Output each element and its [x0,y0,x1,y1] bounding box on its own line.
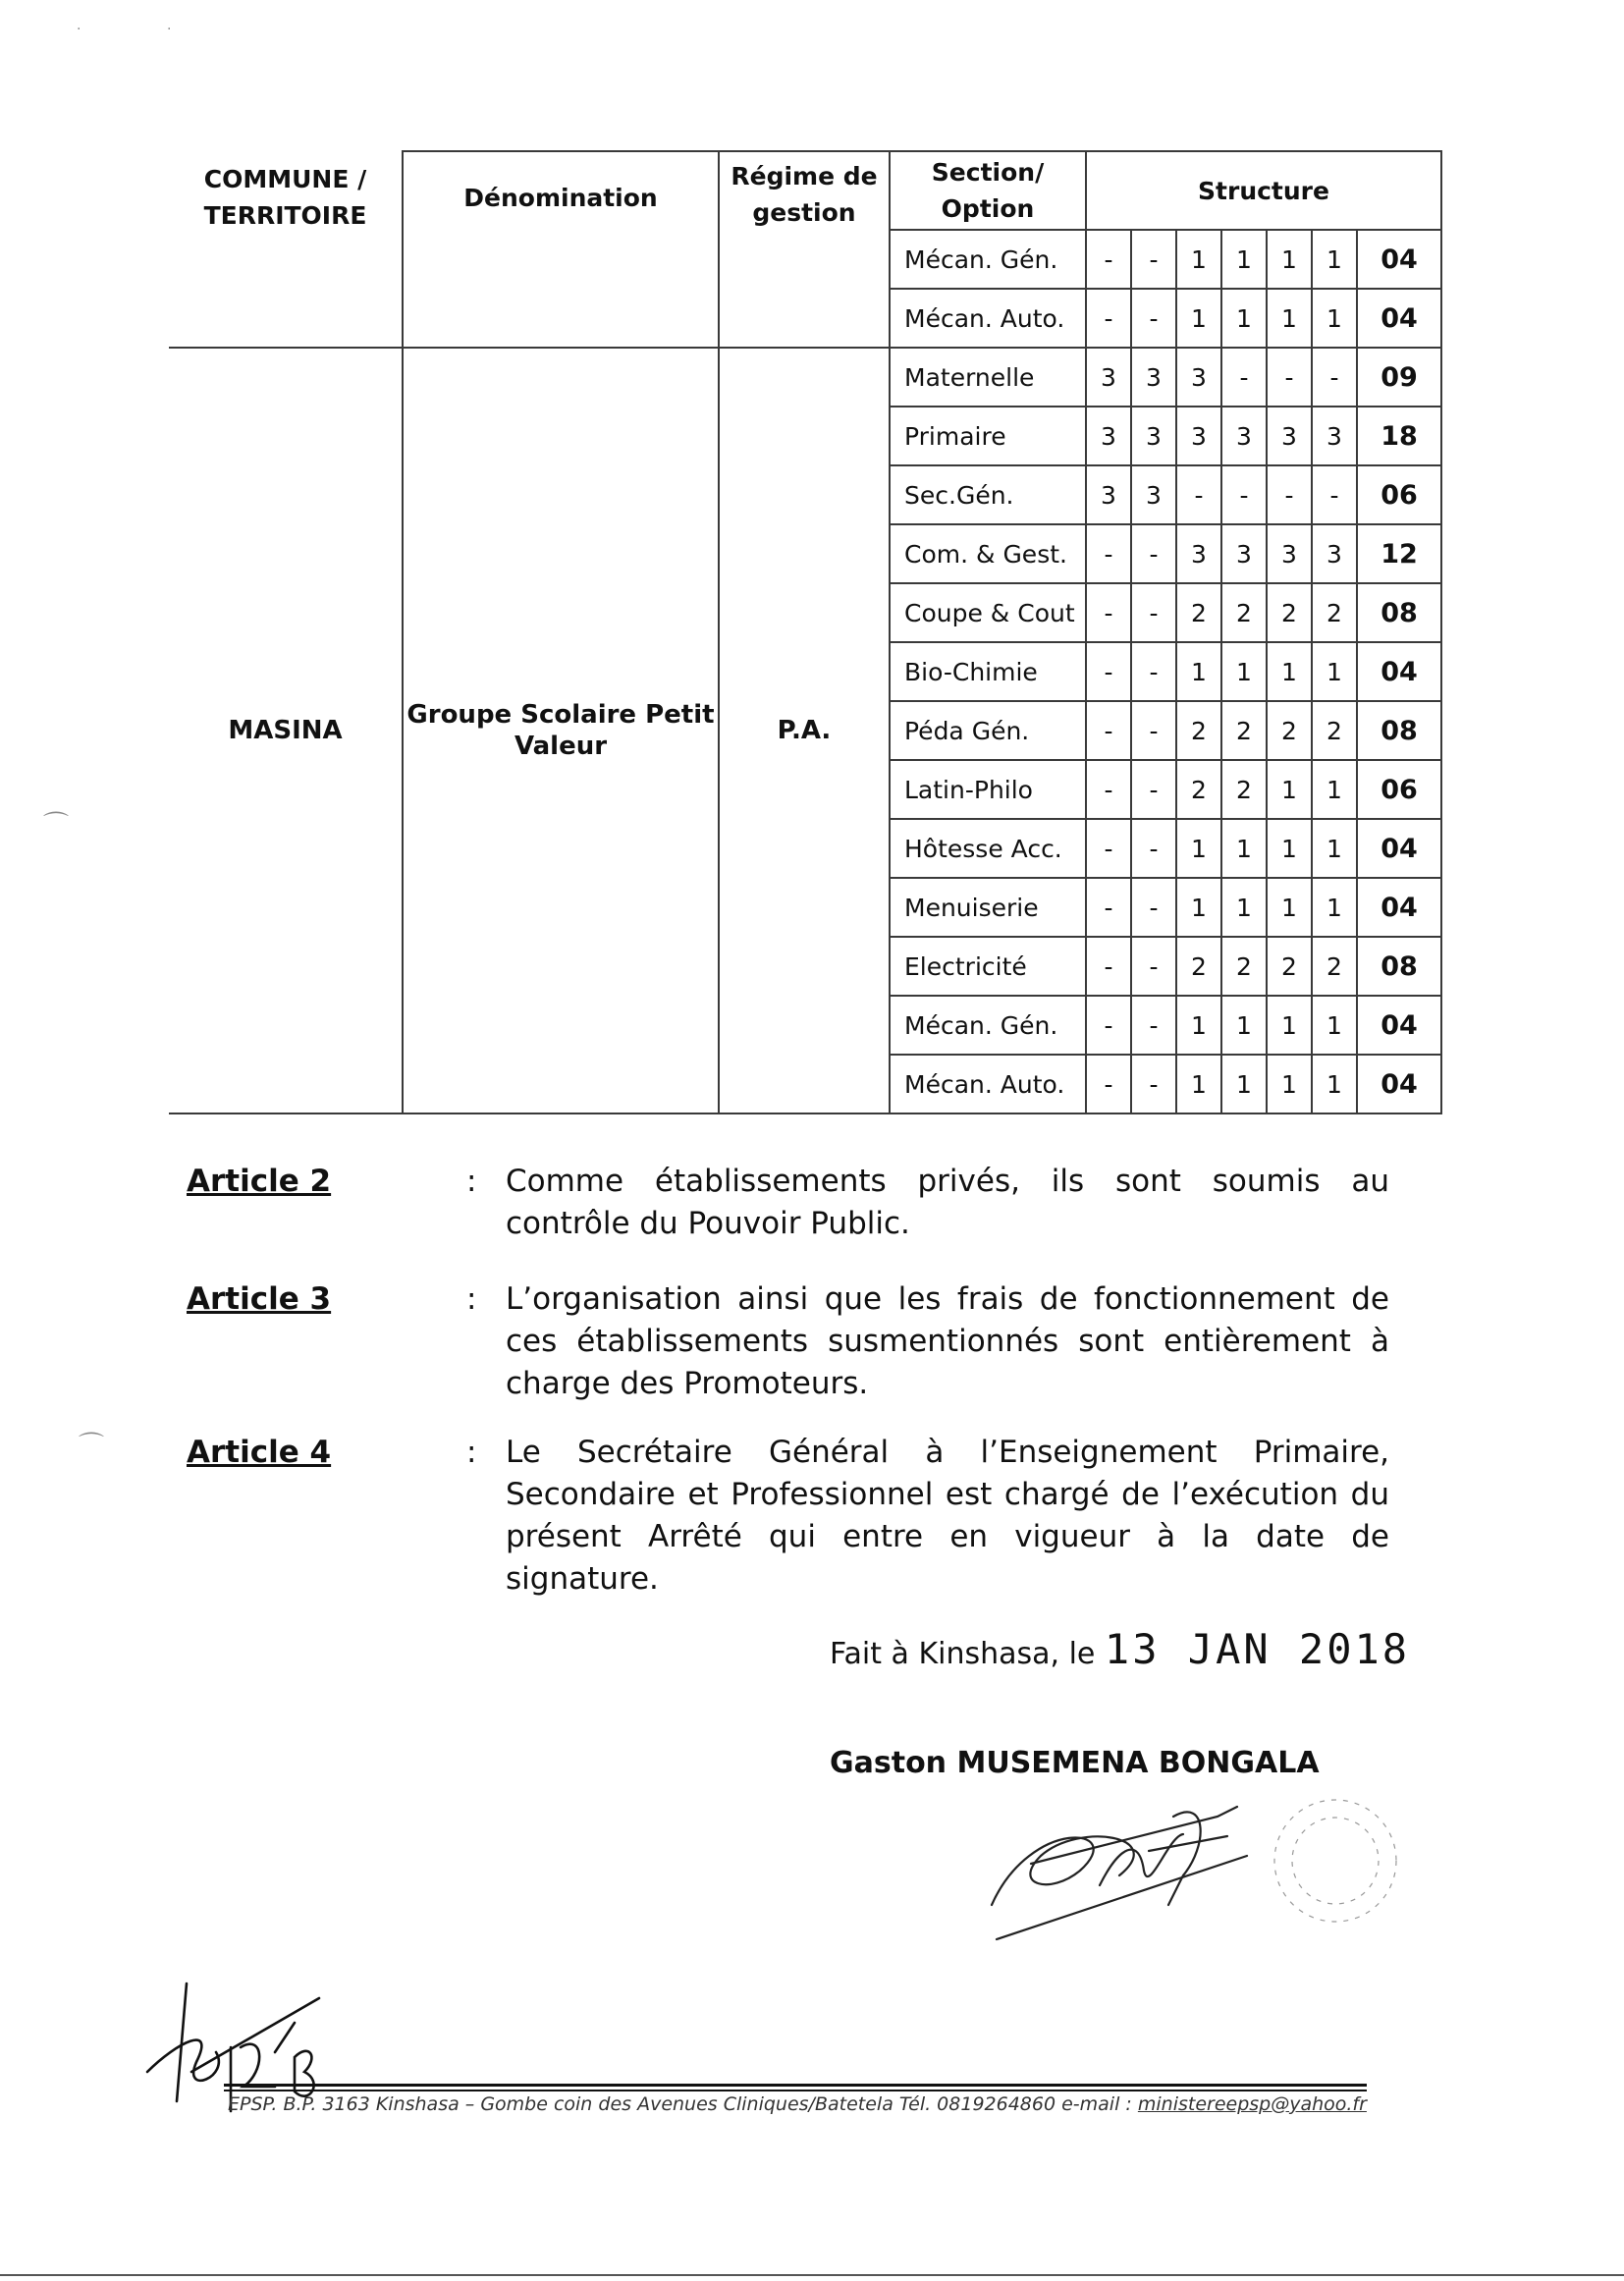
article-text: Comme établissements privés, ils sont soumis au contrôle du Pouvoir Public. [506,1164,1389,1241]
signer-name: Gaston MUSEMENA BONGALA [830,1746,1320,1780]
article-label: Article 3 [187,1281,332,1317]
footer-rule [224,2090,1367,2091]
total-cell: 09 [1357,348,1441,407]
option-cell: Latin-Philo [890,760,1086,819]
article-colon: : [466,1164,477,1199]
option-cell: Bio-Chimie [890,642,1086,701]
structure-cell: - [1131,760,1176,819]
structure-cell: - [1086,819,1131,878]
structure-cell: 1 [1312,230,1357,289]
regime-cell: P.A. [719,348,890,1113]
structure-cell: 2 [1312,701,1357,760]
structure-cell: 3 [1176,348,1221,407]
structure-cell: 3 [1312,407,1357,465]
option-cell: Coupe & Cout [890,583,1086,642]
structure-cell: 3 [1086,465,1131,524]
structure-cell: - [1131,937,1176,996]
structure-cell: - [1086,583,1131,642]
place-and-date [830,1625,1410,1673]
structure-cell: - [1086,996,1131,1055]
header-commune: COMMUNE / TERRITOIRE [169,151,403,348]
total-cell: 04 [1357,878,1441,937]
option-cell: Mécan. Auto. [890,289,1086,348]
structure-cell: 3 [1131,465,1176,524]
structure-cell: 2 [1176,937,1221,996]
structure-cell: 1 [1267,230,1312,289]
option-cell: Mécan. Auto. [890,1055,1086,1113]
structure-cell: 2 [1176,583,1221,642]
structure-cell: 2 [1221,760,1267,819]
structure-cell: 1 [1312,996,1357,1055]
structure-cell: - [1086,878,1131,937]
structure-cell: 1 [1312,878,1357,937]
option-cell: Com. & Gest. [890,524,1086,583]
scan-mark: ⌒ [43,811,70,841]
structure-cell: 1 [1267,760,1312,819]
article-4 [187,1432,1414,1597]
structure-cell: 1 [1176,289,1221,348]
total-cell: 06 [1357,760,1441,819]
structure-cell: 3 [1267,524,1312,583]
structure-cell: 1 [1312,760,1357,819]
structure-cell: - [1086,524,1131,583]
footer-rule [224,2084,1367,2087]
total-cell: 18 [1357,407,1441,465]
structure-cell: 1 [1221,1055,1267,1113]
structure-cell: - [1176,465,1221,524]
page-bottom-rule [0,2274,1624,2276]
structure-cell: 3 [1312,524,1357,583]
total-cell: 06 [1357,465,1441,524]
structure-cell: - [1312,348,1357,407]
structure-cell: 1 [1267,1055,1312,1113]
structure-cell: 1 [1267,289,1312,348]
total-cell: 12 [1357,524,1441,583]
total-cell: 04 [1357,1055,1441,1113]
structure-cell: - [1131,230,1176,289]
structure-cell: - [1131,1055,1176,1113]
structure-cell: 3 [1131,407,1176,465]
total-cell: 08 [1357,701,1441,760]
structure-cell: 1 [1176,819,1221,878]
option-cell: Maternelle [890,348,1086,407]
total-cell: 08 [1357,937,1441,996]
structure-cell: 1 [1221,289,1267,348]
total-cell: 08 [1357,583,1441,642]
structure-cell: 1 [1312,642,1357,701]
option-cell: Sec.Gén. [890,465,1086,524]
structure-cell: 1 [1267,996,1312,1055]
header-structure: Structure [1086,151,1441,230]
structure-cell: 3 [1131,348,1176,407]
structure-cell: 1 [1312,1055,1357,1113]
structure-cell: 3 [1221,524,1267,583]
option-cell: Hôtesse Acc. [890,819,1086,878]
footer-address-text: EPSP. B.P. 3163 Kinshasa – Gombe coin des Avenues Cliniques/Batetela Tél. 0819264860 e-mail : [228,2093,1132,2115]
structure-cell: 3 [1176,524,1221,583]
handwritten-signature [972,1777,1424,1944]
structure-cell: 1 [1221,878,1267,937]
commune-cell: MASINA [169,348,403,1113]
option-cell: Mécan. Gén. [890,996,1086,1055]
structure-cell: 2 [1312,937,1357,996]
structure-cell: 1 [1176,1055,1221,1113]
structure-cell: - [1131,701,1176,760]
structure-cell: - [1086,642,1131,701]
structure-cell: 1 [1267,819,1312,878]
structure-cell: - [1131,289,1176,348]
total-cell: 04 [1357,289,1441,348]
structure-cell: - [1086,289,1131,348]
structure-cell: 3 [1086,407,1131,465]
structure-cell: 1 [1221,819,1267,878]
structure-cell: 1 [1267,878,1312,937]
table-header-row [169,151,1441,230]
scan-speck: · [167,22,172,37]
structure-cell: 1 [1221,642,1267,701]
article-text: L’organisation ainsi que les frais de fonctionnement de ces établissements susmentionnés sont entièrement à charge des Promoteurs. [506,1281,1389,1401]
article-3 [187,1278,1414,1406]
structure-cell: - [1086,230,1131,289]
article-label: Article 2 [187,1164,332,1199]
structure-cell: 1 [1176,642,1221,701]
structure-cell: - [1086,760,1131,819]
article-text: Le Secrétaire Général à l’Enseignement Primaire, Secondaire et Professionnel est chargé de l’exécution du présent Arrêté qui entre en vigueur à la date de signature. [506,1435,1389,1597]
structure-cell: - [1267,348,1312,407]
option-cell: Primaire [890,407,1086,465]
option-cell: Péda Gén. [890,701,1086,760]
option-cell: Menuiserie [890,878,1086,937]
structure-cell: - [1312,465,1357,524]
place-text: Fait à Kinshasa, le [830,1637,1096,1671]
footer-address [228,2093,1367,2115]
structure-cell: 2 [1221,701,1267,760]
structure-cell: - [1131,583,1176,642]
header-section-option: Section/ Option [890,151,1086,230]
structure-cell: 3 [1176,407,1221,465]
structure-cell: - [1086,701,1131,760]
total-cell: 04 [1357,642,1441,701]
total-cell: 04 [1357,819,1441,878]
date-stamp: 13 JAN 2018 [1104,1625,1411,1673]
scan-speck: · [77,22,81,37]
structure-cell: 2 [1267,701,1312,760]
structure-cell: 1 [1176,878,1221,937]
structure-cell: 1 [1176,230,1221,289]
article-colon: : [466,1435,477,1470]
structure-table [169,150,1442,1114]
structure-cell: 1 [1221,230,1267,289]
structure-cell: 1 [1221,996,1267,1055]
structure-cell: - [1131,819,1176,878]
total-cell: 04 [1357,230,1441,289]
denomination-cell: Groupe Scolaire Petit Valeur [403,348,719,1113]
header-regime: Régime de gestion [719,151,890,348]
structure-cell: - [1131,878,1176,937]
structure-cell: 1 [1176,996,1221,1055]
structure-cell: - [1131,642,1176,701]
table-row [169,348,1441,407]
structure-cell: - [1086,1055,1131,1113]
structure-cell: 2 [1267,583,1312,642]
structure-cell: 3 [1221,407,1267,465]
structure-cell: 3 [1086,348,1131,407]
scan-mark: ⌒ [79,1432,105,1461]
total-cell: 04 [1357,996,1441,1055]
footer-email-link[interactable]: ministereepsp@yahoo.fr [1137,2093,1367,2115]
structure-cell: 2 [1267,937,1312,996]
article-colon: : [466,1281,477,1317]
structure-cell: - [1267,465,1312,524]
structure-cell: - [1131,996,1176,1055]
option-cell: Electricité [890,937,1086,996]
structure-cell: 2 [1221,937,1267,996]
structure-cell: 2 [1176,701,1221,760]
structure-cell: 1 [1267,642,1312,701]
article-2 [187,1161,1414,1249]
structure-cell: 2 [1312,583,1357,642]
structure-cell: - [1131,524,1176,583]
article-label: Article 4 [187,1435,332,1470]
structure-cell: 2 [1221,583,1267,642]
structure-cell: - [1221,465,1267,524]
structure-cell: 3 [1267,407,1312,465]
structure-cell: - [1086,937,1131,996]
structure-cell: 1 [1312,289,1357,348]
structure-cell: - [1221,348,1267,407]
structure-cell: 1 [1312,819,1357,878]
structure-cell: 2 [1176,760,1221,819]
option-cell: Mécan. Gén. [890,230,1086,289]
header-denomination: Dénomination [403,151,719,348]
